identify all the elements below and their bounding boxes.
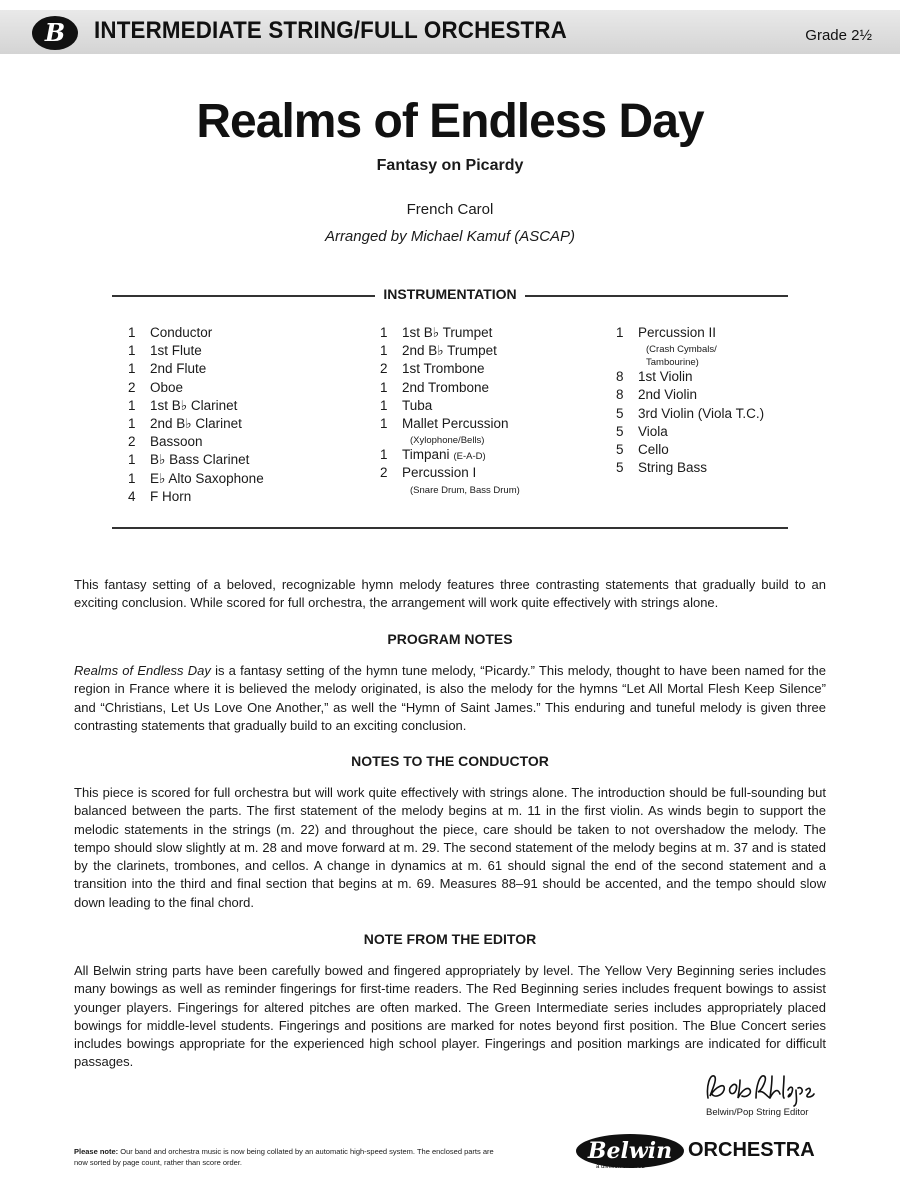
- instrument-name: [150, 471, 264, 487]
- belwin-logo-icon: B: [32, 16, 78, 50]
- instrument-count: 1: [380, 379, 388, 395]
- instrument-count: 1: [128, 343, 136, 359]
- instrument-item: [616, 442, 717, 460]
- instrument-name: [150, 452, 249, 468]
- instrument-name-text: Percussion II: [638, 325, 717, 340]
- instrument-name: [402, 380, 489, 395]
- instrument-name: [638, 442, 669, 457]
- instrument-name-text: String Bass: [638, 460, 708, 476]
- instrument-name-text: 2nd Trombone: [402, 379, 490, 395]
- instrument-name: [638, 387, 697, 402]
- instrument-name: [150, 434, 203, 449]
- editor-note-paragraph: All Belwin string parts have been carefully bowed and fingered appropriately by level. The Yellow Very Beginning series includes many bowings as well as reminder fingerings for first-time readers. The Red Beginning series includes frequent bowings to assist younger players. Fingerings for altered pitches are often marked. The Green Intermediate series includes appropriately placed bowings for middle-level students. Fingerings and positions are marked for notes beyond first position. The Blue Concert series includes bowings appropriate for the experienced high school player. Fingerings and position markings are indicated for difficult passages.: [74, 963, 826, 1070]
- instrument-name: [402, 325, 492, 341]
- instrument-name-text: 2nd B♭ Trumpet: [402, 343, 497, 359]
- signature-caption: Belwin/Pop String Editor: [706, 1107, 809, 1118]
- piece-title: Realms of Endless Day: [196, 95, 704, 148]
- instrument-name: [150, 343, 202, 358]
- instrument-name-text: Timpani: [402, 447, 450, 463]
- instrument-count: 1: [128, 415, 136, 431]
- instrument-detail: (Crash Cymbals/: [646, 344, 717, 356]
- instrument-name-text: Cello: [638, 441, 669, 457]
- instrument-name-text: Viola: [638, 423, 668, 439]
- piece-subtitle: Fantasy on Picardy: [376, 157, 524, 174]
- instrument-item: [616, 460, 717, 478]
- instrument-count: 1: [128, 397, 136, 413]
- instrument-name-text: 1st B♭ Clarinet: [150, 397, 238, 413]
- instrument-name-text: Tuba: [402, 397, 433, 413]
- instrument-count: 2: [128, 434, 136, 450]
- instrument-name-text: 2nd B♭ Clarinet: [150, 415, 242, 431]
- instrumentation-heading: [112, 286, 788, 306]
- instrument-name-text: Oboe: [150, 379, 184, 395]
- instrument-name: [402, 465, 476, 480]
- conductor-notes-heading: NOTES TO THE CONDUCTOR: [351, 753, 549, 769]
- instrument-count: 2: [128, 379, 136, 395]
- instrument-column-2: [380, 325, 520, 497]
- instrument-name-text: 1st B♭ Trumpet: [402, 325, 493, 340]
- instrument-count: 5: [616, 441, 624, 457]
- instrument-name-text: 1st Flute: [150, 343, 202, 359]
- instrument-name-text: Conductor: [150, 325, 213, 340]
- piece-title-italic: Realms of Endless Day: [74, 663, 211, 678]
- instrument-name: [402, 447, 486, 463]
- instrument-name: [638, 369, 693, 384]
- instrument-name: [150, 361, 206, 376]
- instrument-count: 1: [380, 325, 388, 340]
- instrument-name: [150, 325, 212, 340]
- instrument-name: [150, 416, 242, 432]
- instrument-item: [616, 387, 717, 405]
- instrument-item: [616, 369, 717, 387]
- instrument-count: 1: [616, 325, 624, 340]
- instrument-count: 2: [380, 465, 388, 481]
- instrument-item: [380, 380, 520, 398]
- instrument-name: [402, 343, 497, 359]
- instrument-name: [402, 398, 432, 413]
- program-notes-paragraph: [74, 662, 826, 735]
- instrument-item: [380, 398, 520, 416]
- instrument-count: 2: [380, 361, 388, 377]
- instrument-count: 1: [128, 325, 136, 340]
- program-notes-body: is a fantasy setting of the hymn tune melody, “Picardy.” This melody, thought to have been named for the region in France where it is believed the melody originated, is also the melody for the hymns “Let All Mortal Flesh Keep Silence” and “Christians, Let Us Love One Another,” as well the “Hymn of Saint James.” This enduring and tuneful melody is given three contrasting statements that gradually build to an exciting conclusion.: [74, 663, 826, 733]
- instrument-detail: (Xylophone/Bells): [410, 435, 485, 447]
- instrument-name-text: E♭ Alto Saxophone: [150, 470, 264, 486]
- arranger-credit: Arranged by Michael Kamuf (ASCAP): [324, 228, 576, 245]
- instrument-item: [380, 447, 520, 465]
- instrument-count: 8: [616, 369, 624, 385]
- instrument-count: 4: [128, 488, 136, 504]
- instrument-name: [402, 361, 485, 376]
- instrument-count: 5: [616, 460, 624, 476]
- instrument-item: [380, 325, 520, 343]
- instrument-count: 1: [380, 397, 388, 413]
- instrument-name: [638, 424, 668, 439]
- conductor-notes-paragraph: This piece is scored for full orchestra but will work quite effectively with strings alone. The introduction should be full-sounding but balanced between the parts. The first statement of the melody begins at m. 11 in the first violin. As winds begin to support the melodic statements in the strings (m. 22) and throughout the piece, care should be taken to not overshadow the melody. The tempo should slow slightly at m. 28 and move forward at m. 29. The second statement of the melody begins at m. 37 and is stated by the clarinets, trombones, and cellos. A change in dynamics at m. 61 should signal the end of the second statement and a transition into the third and final section that begins at m. 69. Measures 88–91 should be accented, and the tempo should slow down leading to the final chord.: [74, 785, 826, 910]
- composer-credit: French Carol: [406, 201, 494, 218]
- instrument-count: 5: [616, 405, 624, 421]
- instrument-count: 1: [128, 470, 136, 486]
- instrumentation-label: INSTRUMENTATION: [375, 286, 524, 302]
- footnote-label: Please note:: [74, 1147, 119, 1156]
- orchestra-word: ORCHESTRA: [688, 1139, 815, 1161]
- instrument-detail: (E-A-D): [453, 451, 486, 463]
- instrument-count: 8: [616, 387, 624, 403]
- instrument-count: 1: [380, 447, 388, 463]
- intro-paragraph: This fantasy setting of a beloved, recognizable hymn melody features three contrasting statements that gradually build to an exciting conclusion. While scored for full orchestra, the arrangement will work quite effectively with strings alone.: [74, 577, 826, 611]
- instrument-detail: Tambourine): [646, 357, 699, 369]
- instrument-count: 5: [616, 423, 624, 439]
- instrument-count: 1: [128, 361, 136, 377]
- instrument-name: [638, 460, 707, 475]
- instrument-name-text: Percussion I: [402, 465, 477, 481]
- instrument-name-text: 2nd Flute: [150, 361, 207, 377]
- instrument-name: [402, 416, 509, 431]
- instrument-name: [150, 380, 183, 395]
- instrument-detail: (Snare Drum, Bass Drum): [410, 484, 520, 496]
- instrument-name-text: 1st Violin: [638, 369, 693, 385]
- instrument-name-text: 1st Trombone: [402, 361, 485, 377]
- belwin-oval-icon: Belwin: [576, 1134, 684, 1168]
- brand-tagline: a division of Alfred: [596, 1164, 645, 1170]
- belwin-orchestra-logo: [576, 1134, 828, 1170]
- instrument-item: [380, 361, 520, 379]
- instrument-count: 1: [380, 415, 388, 431]
- divider: [112, 527, 788, 529]
- editor-note-heading: NOTE FROM THE EDITOR: [363, 931, 537, 947]
- instrument-name: [638, 406, 764, 421]
- instrument-name: [150, 398, 237, 414]
- instrument-name-text: Bassoon: [150, 434, 203, 450]
- instrument-name-text: F Horn: [150, 488, 192, 504]
- instrument-item: [380, 465, 520, 483]
- instrument-count: 1: [380, 343, 388, 359]
- program-notes-heading: PROGRAM NOTES: [387, 631, 513, 647]
- instrument-count: 1: [128, 452, 136, 468]
- grade-label: Grade 2½: [805, 27, 872, 44]
- instrument-column-3: [616, 325, 765, 478]
- instrument-name-text: 3rd Violin (Viola T.C.): [638, 405, 765, 421]
- instrument-name-text: 2nd Violin: [638, 387, 698, 403]
- instrument-name-text: Mallet Percussion: [402, 415, 509, 431]
- instrument-name-text: B♭ Bass Clarinet: [150, 452, 250, 468]
- footnote: [74, 1146, 504, 1168]
- instrument-item: [380, 343, 520, 361]
- instrument-name: [150, 489, 191, 504]
- footnote-text: Our band and orchestra music is now being collated by an automatic high-speed system. The enclosed parts are now sorted by page count, rather than score order.: [74, 1147, 494, 1167]
- instrument-item: [616, 424, 717, 442]
- instrument-item: [616, 325, 717, 343]
- instrument-item: [616, 405, 765, 424]
- instrument-item: [380, 416, 520, 434]
- series-title: INTERMEDIATE STRING/FULL ORCHESTRA: [94, 17, 567, 44]
- editor-signature: [700, 1068, 830, 1108]
- instrument-name: [638, 325, 716, 340]
